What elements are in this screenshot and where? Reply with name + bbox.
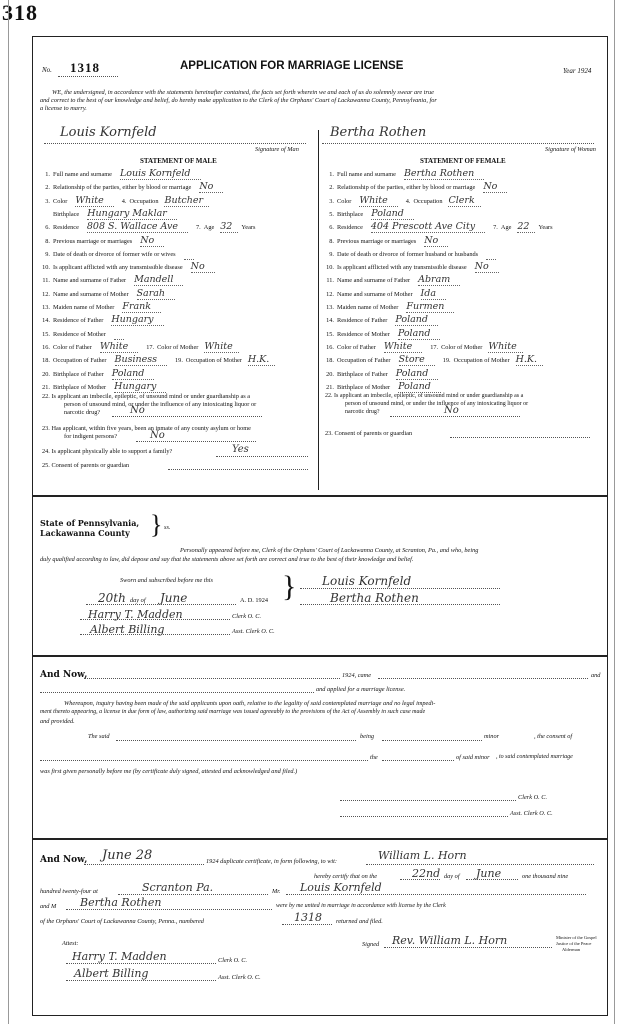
female-row-number: 3. (329, 197, 334, 205)
and-now-2-clerk-signature: Harry T. Madden (72, 950, 167, 963)
male-row (38, 356, 275, 365)
female-q22-line3: narcotic drug? (345, 409, 380, 415)
female-row-number: 15. (326, 330, 334, 338)
no-label: No. (42, 66, 52, 74)
state-woman-signature: Bertha Rothen (330, 591, 419, 605)
female-q23: 23. Consent of parents or guardian (325, 430, 413, 437)
male-row-label-2: Color of Mother (157, 343, 199, 351)
male-row-label: Name and surname of Father (53, 277, 127, 285)
and-now-2-signer-line (384, 947, 552, 948)
male-q22-line3: narcotic drug? (64, 409, 101, 416)
male-row-number-2: 17. (146, 343, 155, 351)
female-row-value: Poland (396, 368, 439, 380)
male-q22-line1: 22. Is applicant an imbecile, epileptic, of unsound mind or under guardianship as a (42, 393, 251, 400)
male-row (38, 367, 154, 379)
male-row (38, 183, 223, 192)
female-q22-line1: 22. Is applicant an imbecile, epileptic, of unsound mind or under guardianship as a (325, 393, 524, 399)
brace-2: } (282, 570, 297, 603)
female-row-value: Poland (398, 328, 441, 340)
and-now-1-names-line (40, 692, 314, 693)
state-asst-signature: Albert Billing (90, 623, 165, 636)
to-said-marriage: , to said contemplated marriage (496, 754, 573, 760)
female-row-label: Is applicant afflicted with any transmissible disease (337, 264, 467, 272)
male-row-suffix: Years (241, 224, 256, 232)
male-q25: 25. Consent of parents or guardian (42, 462, 130, 469)
and-now-1-applied: and applied for a marriage license. (316, 686, 406, 693)
female-row-label: Full name and surname (337, 171, 396, 178)
male-row (38, 340, 239, 352)
and-now-2-asst-signature: Albert Billing (74, 967, 149, 980)
female-heading: STATEMENT OF FEMALE (420, 157, 506, 165)
state-asst-line (80, 634, 230, 635)
female-row-value: 404 Prescott Ave City (371, 221, 485, 233)
male-row-value: White (75, 195, 113, 207)
female-row-number: 6. (329, 224, 334, 232)
female-row-value-2: 22 (517, 221, 535, 233)
state-sig-line-2 (300, 604, 500, 605)
state-line-1: State of Pennsylvania, (40, 518, 140, 528)
male-row-value-2: Butcher (164, 195, 209, 207)
and-now-1-text-1: Whereupon, inquiry having been made of the said applicants upon oath, relative to the legality of said contemplated marriage and no legal impedi- (64, 700, 436, 707)
female-row (322, 367, 438, 379)
female-row-label: Birthplace of Father (337, 370, 388, 378)
female-row-number: 12. (326, 290, 334, 298)
and-now-1-asst-line (340, 816, 508, 817)
female-row-value: Bertha Rothen (404, 168, 484, 180)
man-signature: Louis Kornfeld (60, 125, 157, 140)
male-row-value (114, 328, 124, 340)
male-row-value: Sarah (137, 288, 176, 300)
and-now-2-place-line (118, 894, 268, 895)
female-row (322, 194, 481, 206)
female-row-number: 11. (326, 277, 334, 285)
female-row-value: White (359, 195, 397, 207)
sworn-month: June (160, 591, 188, 605)
female-row-number: 10. (326, 264, 334, 272)
male-row-value: Frank (122, 301, 161, 313)
and-now-2-groom: Louis Kornfeld (300, 881, 382, 894)
the-said: The said (88, 733, 110, 740)
state-text-2: duly qualified according to law, did depose and say that the statements above set forth are correct and true to the best of their knowledge and belief. (40, 556, 414, 563)
male-row (38, 207, 177, 219)
female-row-label: Name and surname of Mother (337, 290, 413, 298)
male-row-value: Business (115, 354, 168, 366)
and-now-2-officiant-line (366, 864, 594, 865)
male-q22-line2: person of unsound mind, or under the influence of any intoxicating liquor or (64, 401, 257, 408)
male-q23-line (136, 441, 256, 442)
male-row-value (184, 248, 194, 260)
female-row-label: Maiden name of Mother (337, 304, 399, 311)
male-row-label: Color (53, 197, 68, 205)
and-now-2-asst-line (66, 980, 216, 981)
male-q24-value: Yes (232, 444, 249, 455)
female-row-value: Ida (421, 288, 447, 300)
female-row-label: Date of death or divorce of former husband or husbands (337, 250, 479, 258)
female-row (322, 234, 448, 246)
female-row-label-2: Occupation (413, 197, 443, 205)
female-row-value (486, 248, 496, 260)
being: being (360, 733, 374, 740)
male-row-value: Louis Kornfeld (120, 168, 201, 180)
female-row-label: Residence of Mother (337, 330, 390, 338)
female-q22-line (390, 416, 520, 417)
and-now-2-clerk: Clerk O. C. (218, 957, 248, 964)
female-row-label: Occupation of Father (337, 357, 391, 365)
and-now-1-clerk-line (340, 800, 516, 801)
male-row-number: 8. (45, 237, 50, 245)
male-row-number: 14. (42, 317, 50, 325)
male-q23-line2: for indigent persons? (64, 433, 118, 440)
and-now-2-officiant: William L. Horn (378, 849, 467, 862)
male-row-number: 21. (42, 383, 50, 391)
intro-line-2: and correct to the best of our knowledge and belief, do hereby make application to the Clerk of the Orphans' Court of Lackawanna County, Pennsylvania, for (40, 97, 437, 104)
male-row-value: White (100, 341, 138, 353)
female-row (322, 250, 496, 259)
and-now-2-label: And Now, (40, 855, 88, 865)
and-now-2-of-orphans: of the Orphans' Court of Lackawanna County, Penna., numbered (40, 918, 204, 925)
male-row-label: Date of death or divorce of former wife or wives (53, 250, 176, 258)
male-q24: 24. Is applicant physically able to support a family? (42, 448, 173, 455)
and-now-2-clerk-line (66, 963, 216, 964)
the-label: the (370, 754, 378, 761)
state-clerk-signature: Harry T. Madden (88, 608, 183, 621)
and-now-1-date-line (84, 678, 340, 679)
male-row-number: 1. (45, 171, 50, 178)
male-row-number: 9. (45, 250, 50, 258)
female-row-value: Poland (371, 208, 414, 220)
and-now-2-asst: Asst. Clerk O. C. (218, 974, 261, 981)
female-row (322, 316, 438, 325)
section-divider-1 (32, 495, 608, 497)
and-now-2-and-m: and M (40, 903, 57, 910)
male-q23-line1: 23. Has applicant, within five years, been an inmate of any county asylum or home (42, 425, 251, 432)
and-now-2-numbered-line (282, 924, 332, 925)
male-row-number-2: 4. (121, 197, 127, 205)
male-row-value: 808 S. Wallace Ave (87, 221, 188, 233)
male-row-number: 11. (42, 277, 50, 285)
female-row-value-2: H.K. (516, 354, 543, 366)
male-q22-line (112, 416, 262, 417)
male-row-value: No (140, 235, 164, 247)
male-row-number: 10. (42, 264, 50, 272)
female-row-value: Abram (418, 274, 460, 286)
male-row-value: Mandell (134, 274, 183, 286)
and-now-1-came-line (378, 678, 588, 679)
male-row (38, 380, 166, 392)
female-row-number: 21. (326, 383, 334, 391)
male-row (38, 330, 124, 339)
state-man-signature: Louis Kornfeld (322, 574, 412, 588)
female-row-number: 20. (326, 370, 334, 378)
female-row-label: Birthplace (337, 210, 364, 218)
male-row-number-2: 7. (196, 224, 201, 232)
and-now-2-day-line (400, 879, 440, 880)
and-now-2-united: were by me united in marriage in accordance with license by the Clerk (276, 903, 446, 909)
male-q24-line (216, 456, 308, 457)
male-row-label: Birthplace of Mother (53, 383, 107, 391)
minor: minor (484, 733, 500, 740)
female-row (322, 327, 440, 339)
male-row (38, 170, 201, 179)
female-row (322, 207, 414, 219)
female-row-number: 14. (326, 317, 334, 325)
male-row-value-2: White (204, 341, 238, 353)
female-row-value-2: White (488, 341, 522, 353)
consent-line (40, 760, 368, 761)
male-row-value-2: H.K. (248, 354, 275, 366)
and-now-2-minister-1: Minister of the Gospel (556, 935, 597, 940)
male-q23-value: No (150, 430, 165, 441)
female-q22-value: No (444, 405, 459, 416)
female-row-number: 9. (329, 250, 334, 258)
and-now-2-groom-line (286, 894, 586, 895)
man-signature-line (44, 143, 306, 144)
male-row-number: 12. (42, 290, 50, 298)
the-line (382, 760, 454, 761)
female-row-value-2: Clerk (448, 195, 480, 207)
female-row (322, 223, 553, 232)
sworn-date-line (86, 604, 236, 605)
female-row (322, 170, 484, 179)
male-row (38, 234, 164, 246)
male-row (38, 276, 183, 285)
male-row-label: Is applicant afflicted with any transmissible disease (53, 264, 183, 272)
and-now-2-returned: returned and filed. (336, 918, 383, 925)
right-edge-rule (614, 0, 615, 1024)
state-sig-line-1 (300, 588, 500, 589)
and-now-2-numbered: 1318 (294, 911, 322, 924)
male-row-number: 15. (42, 330, 50, 338)
and-now-1-year: 1924, came (342, 672, 372, 679)
form-title: APPLICATION FOR MARRIAGE LICENSE (180, 60, 404, 72)
sworn-day: 20th (98, 591, 126, 605)
male-row-label: Previous marriage or marriages (53, 237, 133, 245)
male-row-label: Occupation of Father (53, 357, 107, 365)
female-row-number-2: 7. (493, 224, 498, 232)
and-now-2-date-line (84, 864, 204, 865)
male-heading: STATEMENT OF MALE (140, 157, 217, 165)
female-row-label: Previous marriage or marriages (337, 237, 417, 245)
and-now-2-minister-3: Alderman (562, 947, 580, 952)
woman-signature-label: Signature of Woman (545, 146, 596, 153)
was-first-given: was first given personally before me (by certificate duly signed, attested and acknowledged and filed.) (40, 768, 298, 775)
and-now-2-signer: Rev. William L. Horn (392, 934, 508, 947)
state-text-1: Personally appeared before me, Clerk of the Orphans' Court of Lackawanna County, at Scranton, Pa., and who, being (180, 547, 479, 554)
male-row-label: Residence (53, 224, 79, 232)
state-asst-label: Asst. Clerk O. C. (232, 628, 275, 635)
female-row-number-2: 19. (442, 357, 451, 365)
male-row-value: Hungary Maklar (87, 208, 177, 220)
female-row (322, 263, 499, 272)
male-row-label: Name and surname of Mother (53, 290, 129, 298)
male-row (38, 287, 175, 299)
female-row-value: Poland (398, 381, 441, 393)
male-row-number: 16. (42, 343, 50, 351)
female-row-number-2: 4. (405, 197, 411, 205)
and-now-1-asst: Asst. Clerk O. C. (510, 810, 553, 817)
sworn-day-label: day of (130, 597, 146, 604)
number-line (58, 76, 118, 77)
male-row-value: Poland (112, 368, 155, 380)
male-row-label: Residence of Father (53, 317, 104, 325)
female-row-label-2: Age (500, 224, 512, 232)
and-now-2-thousand: one thousand nine (522, 873, 569, 880)
sworn-ad: A. D. 1924 (240, 597, 268, 604)
female-row-number-2: 17. (430, 343, 439, 351)
male-row-label: Maiden name of Mother (53, 304, 115, 311)
male-row (38, 223, 255, 232)
intro-line-3: a license to marry. (40, 105, 87, 112)
and-now-2-month: June (476, 867, 502, 880)
male-row-value: No (191, 261, 215, 273)
and-now-2-text-a: 1924 duplicate certificate, in form following, to wit: (206, 858, 337, 865)
male-row-number: 2. (45, 184, 50, 192)
female-row-value: No (424, 235, 448, 247)
brace: } (150, 510, 163, 539)
application-number: 1318 (70, 60, 100, 75)
state-clerk-line (80, 619, 230, 620)
female-row-number: 16. (326, 343, 334, 351)
male-row-number: 18. (42, 357, 50, 365)
and-now-2-day-of: day of (444, 873, 460, 880)
male-row-value: Hungary (111, 314, 163, 326)
female-row (322, 287, 446, 299)
page-number: 318 (2, 0, 38, 25)
and-now-2-mr: Mr. (272, 888, 281, 895)
male-row-value: No (199, 181, 223, 193)
male-row-number-2: 19. (175, 357, 183, 365)
and-now-2-attest: Attest: (62, 940, 79, 947)
female-row-number: 2. (329, 184, 334, 192)
woman-signature: Bertha Rothen (330, 125, 427, 140)
consent-of: , the consent of (534, 733, 573, 740)
female-row-label-2: Occupation of Mother (453, 357, 510, 365)
female-row-number: 1. (329, 171, 334, 178)
male-row-label: Birthplace (53, 210, 80, 218)
female-row-value: White (384, 341, 422, 353)
female-row-label: Relationship of the parties, either by blood or marriage (337, 184, 476, 192)
and-now-1-and: and (591, 672, 601, 679)
female-row (322, 303, 454, 312)
male-row-label-2: Age (203, 224, 215, 232)
female-row-number: 8. (329, 237, 334, 245)
male-row-label: Full name and surname (53, 171, 112, 178)
column-divider (318, 130, 319, 490)
year-label: Year 1924 (563, 67, 592, 75)
female-q22-line2: person of unsound mind, or under the influence of any intoxicating liquor or (345, 401, 529, 407)
male-row-label-2: Occupation of Mother (185, 357, 242, 365)
and-now-2-place: Scranton Pa. (142, 881, 214, 894)
male-row-label: Birthplace of Father (53, 370, 104, 378)
woman-signature-line (322, 143, 594, 144)
and-now-2-date: June 28 (102, 848, 153, 863)
female-row (322, 183, 507, 192)
man-signature-label: Signature of Man (255, 146, 299, 153)
male-row (38, 316, 164, 325)
section-divider-3 (32, 838, 608, 840)
female-row (322, 380, 441, 392)
female-row (322, 276, 460, 285)
and-now-2-day: 22nd (412, 867, 441, 880)
state-line-2: Lackawanna County (40, 528, 130, 538)
and-now-2-month-line (466, 879, 518, 880)
male-row-label: Relationship of the parties, either by blood or marriage (53, 184, 192, 192)
male-q25-line (168, 469, 308, 470)
and-now-2-minister-2: Justice of the Peace (556, 941, 592, 946)
male-row-label: Residence of Mother (53, 330, 106, 338)
female-row-value: Store (399, 354, 435, 366)
female-row-label: Birthplace of Mother (337, 383, 391, 391)
the-said-line (116, 740, 356, 741)
male-row (38, 250, 194, 259)
female-row-label: Residence (337, 224, 363, 232)
and-now-2-bride-line (66, 909, 272, 910)
and-now-1-text-2: ment thereto appearing, a license in due form of law, authorizing said marriage was issued agreeably to the provisions of the Act of Assembly in such case made (40, 709, 426, 715)
and-now-2-hereby: hereby certify that on the (314, 873, 378, 880)
and-now-1-label: And Now, (40, 670, 88, 680)
male-row-label: Color of Father (53, 343, 92, 351)
male-row-number: 3. (45, 197, 50, 205)
female-row-number: 13. (326, 304, 334, 311)
female-row-number: 18. (326, 357, 334, 365)
and-now-1-clerk: Clerk O. C. (518, 794, 548, 801)
male-row (38, 303, 161, 312)
and-now-2-bride: Bertha Rothen (80, 896, 162, 909)
female-row (322, 340, 523, 352)
and-now-2-hundred: hundred twenty-four at (40, 888, 98, 895)
female-row-label: Name and surname of Father (337, 277, 411, 285)
and-now-1-text-3: and provided. (40, 718, 75, 725)
female-row-value: No (483, 181, 507, 193)
of-said-minor: of said minor (456, 754, 490, 761)
male-row-value-2: 32 (220, 221, 238, 233)
female-row-label: Color (337, 197, 352, 205)
female-row-label: Residence of Father (337, 317, 388, 325)
state-clerk-label: Clerk O. C. (232, 613, 262, 620)
left-edge-rule (8, 0, 9, 1024)
female-row-label-2: Color of Mother (441, 343, 483, 351)
female-row-value: No (475, 261, 499, 273)
male-q22-value: No (130, 405, 145, 416)
female-row-number: 5. (329, 210, 334, 218)
female-row-value: Furmen (406, 301, 454, 313)
female-q23-line (450, 437, 590, 438)
female-row (322, 356, 543, 365)
male-row (38, 194, 209, 206)
male-row-number: 13. (42, 304, 50, 311)
male-row-number: 20. (42, 370, 50, 378)
ss-label: ss. (164, 524, 171, 531)
female-row-suffix: Years (538, 224, 553, 232)
being-line (382, 740, 482, 741)
sworn-text: Sworn and subscribed before me this (120, 577, 213, 584)
female-row-label: Color of Father (337, 343, 376, 351)
section-divider-2 (32, 655, 608, 657)
female-row-value: Poland (395, 314, 438, 326)
male-row (38, 263, 215, 272)
and-now-2-signed: Signed (362, 941, 380, 948)
intro-line-1: WE, the undersigned, in accordance with the statements hereinafter contained, the facts set forth wherein we and each of us do solemnly swear are true (52, 89, 434, 96)
male-row-label-2: Occupation (129, 197, 159, 205)
male-row-value: Hungary (114, 381, 166, 393)
male-row-number: 6. (45, 224, 50, 232)
